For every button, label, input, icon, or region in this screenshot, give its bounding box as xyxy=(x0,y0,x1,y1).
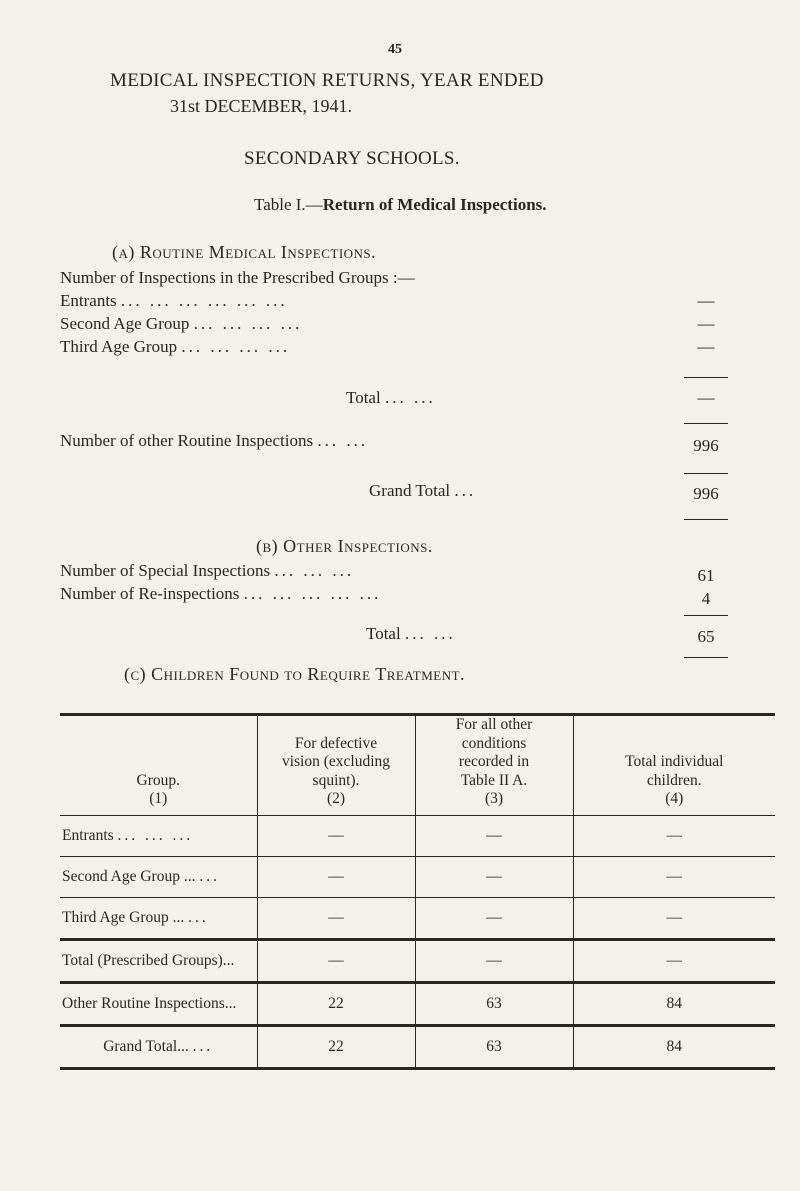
rule xyxy=(684,473,728,474)
grand-total-value: 996 xyxy=(693,484,719,503)
rule xyxy=(684,377,728,378)
table-row xyxy=(60,939,775,982)
cell-total-children: — xyxy=(573,856,775,897)
table-title-prefix: Table I.— xyxy=(254,195,323,214)
cell-defective-vision: — xyxy=(257,856,415,897)
cell-total-children: — xyxy=(573,897,775,939)
row-label: Third Age Group ... ... xyxy=(60,897,257,939)
col-header-other-conditions: For all other conditions recorded in Table II A. (3) xyxy=(415,715,573,816)
table-title xyxy=(254,195,547,215)
col-header-group: Group. (1) xyxy=(60,715,257,816)
col-header-total-children: Total individual children. (4) xyxy=(573,715,775,816)
entrants-value: — xyxy=(697,291,715,310)
table-title-main: Return of Medical Inspections. xyxy=(322,195,547,214)
section-c-heading: (c) Children Found to Require Treatment. xyxy=(124,664,466,684)
rule xyxy=(684,519,728,520)
reinspections-label: Number of Re-inspections ... ... ... ... ... xyxy=(60,584,382,603)
row-label: Other Routine Inspections... xyxy=(60,982,257,1025)
cell-other-conditions: — xyxy=(415,897,573,939)
cell-defective-vision: — xyxy=(257,815,415,856)
reinspections-value: 4 xyxy=(701,589,711,608)
table-row xyxy=(60,1025,775,1068)
second-age-label: Second Age Group ... ... ... ... xyxy=(60,314,303,333)
cell-other-conditions: — xyxy=(415,815,573,856)
row-label: Entrants ... ... ... xyxy=(60,815,257,856)
table-header-row xyxy=(60,715,775,816)
rule xyxy=(684,423,728,424)
rule xyxy=(684,657,728,658)
cell-total-children: 84 xyxy=(573,1025,775,1068)
table-row xyxy=(60,982,775,1025)
row-label: Second Age Group ... ... xyxy=(60,856,257,897)
second-age-value: — xyxy=(697,314,715,333)
treatment-table xyxy=(60,713,775,1070)
special-inspections-value: 61 xyxy=(697,566,715,585)
rule xyxy=(684,615,728,616)
cell-other-conditions: 63 xyxy=(415,1025,573,1068)
cell-other-conditions: — xyxy=(415,939,573,982)
third-age-label: Third Age Group ... ... ... ... xyxy=(60,337,291,356)
cell-total-children: — xyxy=(573,815,775,856)
cell-defective-vision: — xyxy=(257,897,415,939)
cell-defective-vision: 22 xyxy=(257,982,415,1025)
cell-defective-vision: 22 xyxy=(257,1025,415,1068)
entrants-label: Entrants ... ... ... ... ... ... xyxy=(60,291,288,310)
cell-other-conditions: 63 xyxy=(415,982,573,1025)
cell-other-conditions: — xyxy=(415,856,573,897)
report-subtitle: SECONDARY SCHOOLS. xyxy=(244,148,460,169)
row-label: Total (Prescribed Groups)... xyxy=(60,939,257,982)
table-row xyxy=(60,856,775,897)
other-routine-label: Number of other Routine Inspections ... ... xyxy=(60,431,369,450)
section-b-total-value: 65 xyxy=(697,627,715,646)
cell-defective-vision: — xyxy=(257,939,415,982)
col-header-defective-vision: For defective vision (excluding squint). (2) xyxy=(257,715,415,816)
other-routine-value: 996 xyxy=(693,436,719,455)
section-b-heading: (b) Other Inspections. xyxy=(256,536,433,556)
section-b-total-label: Total ... ... xyxy=(366,624,456,643)
report-title: MEDICAL INSPECTION RETURNS, YEAR ENDED xyxy=(110,70,544,91)
third-age-value: — xyxy=(697,337,715,356)
section-a-total-label: Total ... ... xyxy=(346,388,436,407)
section-a-intro: Number of Inspections in the Prescribed Groups :— xyxy=(60,268,415,287)
row-label: Grand Total... ... xyxy=(60,1025,257,1068)
section-a-total-value: — xyxy=(697,388,715,407)
table-row xyxy=(60,815,775,856)
report-date: 31st DECEMBER, 1941. xyxy=(170,96,353,116)
section-a-heading: (a) Routine Medical Inspections. xyxy=(112,242,377,262)
special-inspections-label: Number of Special Inspections ... ... ... xyxy=(60,561,355,580)
table-row xyxy=(60,897,775,939)
page-number: 45 xyxy=(388,42,402,57)
grand-total-label: Grand Total ... xyxy=(369,481,477,500)
cell-total-children: 84 xyxy=(573,982,775,1025)
cell-total-children: — xyxy=(573,939,775,982)
